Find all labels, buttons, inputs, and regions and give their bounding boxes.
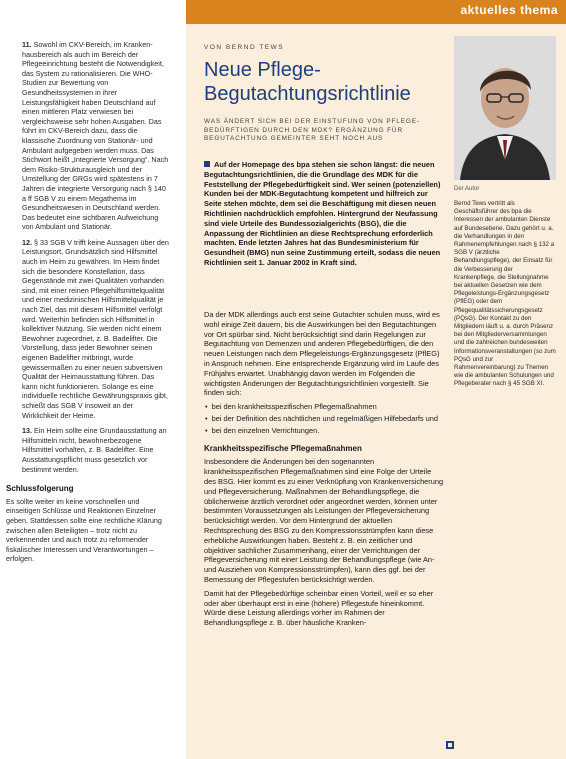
article-lead: WAS ÄNDERT SICH BEI DER EINSTUFUNG VON PFLEGE-BEDÜRFTIGEN DURCH DEN MDK? ERGÄNZUNG FÜR BEGUTACHTUNG GEMEINTER SEHT NOCH AUS bbox=[204, 118, 420, 143]
change-list bbox=[204, 402, 445, 435]
body-paragraph: Insbesondere die Änderungen bei den sogenannten krankheitsspezifischen Pflegemaßnahmen sind eine Folge der Urteile des BSG. Hier kommt es zu einer Verknüpfung von Krankenversicherung und Pflegeversicherung. Maßnahmen der Behandlungspflege, die üblicherweise ärztlich verordnet oder angeordnet werden, können unter bestimmten Voraussetzungen als Leistungen der Pflegeversicherung berücksichtigt werden. Vor dem Hintergrund der aktuellen Rechtsprechung des BSG zu den Kompressionsstrümpfen kann diese erhebliche Auswirkungen haben. Besteht z. B. ein zeitlicher und objektiver sachlicher Zusammenhang, einer der Verrichtungen der Pflegeversicherung mit einer Leistung der Behandlungspflege (wie An- und Ausziehen von Kompressionsstrümpfen), kann dies ggf. bei der Bemessung der Pflegestufen berücksichtigt werden. bbox=[204, 457, 444, 584]
intro-paragraph bbox=[204, 160, 445, 268]
title-line-1: Neue Pflege- bbox=[204, 59, 321, 81]
intro-text: Auf der Homepage des bpa stehen sie schon längst: die neuen Begutachtungsrichtlinien, die die Grundlage des MDK für die Feststellung der Pflegebedürftigkeit sind. Wer seinen (potenziellen) Kunden bei der MDK-Begutachtung kompetent und hilfreich zur Seite stehen möchte, dem sei die Beschäftigung mit diesen neuen Richtlinien nachdrücklich empfohlen. Hintergrund der Neufassung sind viele Urteile des Bundessozialgerichts (BSG), die die Anpassung der Richtlinien an diese Rechtsprechung erforderlich machten. Ende letzten Jahres hat das Bundesministerium für Gesundheit (BMG) nun seine Zustimmung erteilt, sodass die neuen Richtlinien seit 1. Januar 2002 in Kraft sind. bbox=[204, 160, 441, 267]
author-portrait-icon bbox=[454, 36, 556, 180]
list-item: • bei der Definition des nächtlichen und regelmäßigen Hilfebedarfs und bbox=[214, 414, 445, 424]
author-photo bbox=[454, 36, 556, 180]
article-title bbox=[204, 58, 444, 106]
section-header-bar bbox=[186, 0, 566, 24]
point-text: Ein Heim sollte eine Grundausstattung an Hilfsmitteln nicht, bewohnerbezogene Hilfsmittel vorhalten, z. B. Badelifter. Eine Ausstattungspflicht muss gesetzlich vor bestimmt werden. bbox=[22, 426, 167, 474]
point-item bbox=[22, 238, 171, 420]
point-number: 13. bbox=[22, 426, 32, 436]
byline: VON BERND TEWS bbox=[204, 44, 285, 51]
body-paragraph: Damit hat der Pflegebedürftige scheinbar einen Vorteil, weil er so eher oder aber überhaupt erst in eine (höhere) Pflegestufe hineinkommt. Würde diese Leistung allerdings vorher im Rahmen der Behandlungspflege z. B. über häusliche Kranken- bbox=[204, 588, 434, 628]
point-item bbox=[22, 426, 171, 474]
square-bullet-icon bbox=[204, 161, 210, 167]
section-tag: aktuelles thema bbox=[460, 3, 558, 17]
conclusion-heading: Schlussfolgerung bbox=[6, 484, 74, 494]
point-text: § 33 SGB V trifft keine Aussagen über den Leistungsort, Grundsätzlich sind Hilfsmittel auch im Heim zu gewähren. Im Heim findet sich die besondere Konstellation, dass Gegenstände mit zwei Qualitäten vorhanden sind, mit einer reinen Pflegehilfsmittelqualität und einer medizinischen Hilfsmittelqualität je nach Ziel, das mit diesem Hilfsmittel verfolgt wird. Weiterhin befinden sich Hilfsmittel in kollektiver Nutzung. Sie werden nicht einem Bewohner zugeordnet, z. B. Badelifter. Die Vorstellung, dass jeder Bewohner seinen eigenen Badelifter mitbringt, wurde gewissermaßen zu einer neuen subversiven Qualität der Heimausstattung führen. Das kann nicht funktionieren. Solange es eine individuelle rechtliche Gewährungspraxis gibt, schießt das SGB V insoweit an der Wirklichkeit der Heime. bbox=[22, 237, 169, 420]
photo-caption: Der Autor bbox=[454, 186, 480, 192]
numbered-points bbox=[6, 40, 171, 474]
article-end-icon bbox=[446, 741, 454, 749]
body-subheading: Krankheitsspezifische Pflegemaßnahmen bbox=[204, 443, 362, 453]
list-item: • bei den einzelnen Verrichtungen. bbox=[214, 426, 445, 436]
point-number: 11. bbox=[22, 40, 32, 49]
conclusion-text: Es sollte weiter im keine vorschnellen und einseitigen Schlüsse und Reaktionen Einzelner geben. Stattdessen sollte eine rechtliche Klärung zwischen allen Beteiligten – trotz nicht zu verkennender und auch trotz zu reformender fiskalischer Interessen und Verantwortungen – erfolgen. bbox=[6, 496, 162, 564]
article-body bbox=[204, 310, 445, 632]
point-text: Sowohl im CKV-Bereich, im Kranken-hausbereich als auch im Bereich der Pflegeeinrichtung besteht die Notwendigkeit, das System zu rationalisieren. Die WHO-Studien zur Bewertung von Gesundheitssystemen in ihrer Leistungsfähigkeit haben Deutschland auf einen mittleren Platz verwiesen bei vergleichsweise sehr hohen Ausgaben. Das führt im CKV-Bereich dazu, dass die klassische Zuordnung von Stationär- und Ambulant aufgegeben werden muss. Das Stichwort heißt „Integrierte Versorgung“. Nach dem Risiko-Strukturausgleich und der Umstellung der GRGs wird spätestens in 7 Jahren die integrierte Versorgung nach § 140 a ff SGB V zu einem Megathema im Gesundheitswesen in Deutschland werden. Das bedeutet eine sichtbaren Aufweichung von Ambulant und Stationär. bbox=[22, 40, 169, 232]
author-bio: Bernd Tews vertritt als Geschäftsführer des bpa die Interessen der ambulanten Dienste auf Bundesebene. Dazu gehört u. a. die Verhandlungen in den Rahmenempfehlungen nach § 132 a SGB V (ärztliche Behandlungspflege), der Einsatz für die Verbesserung der Krankenpflege, die Stellungnahme bei aktuellen Gesetzen wie dem Pflegeleistungs-Ergänzungsgesetz (PflEG) oder dem Pflegequalitätssicherungsgesetz (PQsG). Der Kontakt zu den Mitgliedern läuft u. a. durch Präsenz bei den Mitgliederversammlungen und die zahlreichen bundesweiten Informationsveranstaltungen (so zum PQsG und zur Rahmenvereinbarung) zu Themen wie die ambulanten Schulungen und Pflegeberater nach § 45 SGB XI. bbox=[454, 200, 556, 388]
body-paragraph: Da der MDK allerdings auch erst seine Gutachter schulen muss, wird es wohl einige Zeit dauern, bis die Auswirkungen bei den Begutachtungen vor Ort spürbar sind. Nicht berücksichtigt sind darin Regelungen zur Begutachtung von Demenzen und anderen Pflegebedürftigen, die den neuen Leistungen nach dem Pflegeleistungs-Ergänzungsgesetz (PflEG) in Anspruch nehmen. Eine entsprechende Ergänzung wird im Laufe des Frühjahrs erwartet. Unabhängig davon werden im Folgenden die wichtigsten Änderungen der Begutachtungsrichtlinien vorgestellt. Sie finden sich: bbox=[204, 310, 440, 398]
point-number: 12. bbox=[22, 237, 32, 247]
point-item bbox=[22, 40, 171, 232]
title-line-2: Begutachtungsrichtlinie bbox=[204, 83, 411, 105]
list-item: • bei den krankheitsspezifischen Pflegemaßnahmen bbox=[214, 402, 445, 412]
left-column bbox=[6, 40, 171, 564]
